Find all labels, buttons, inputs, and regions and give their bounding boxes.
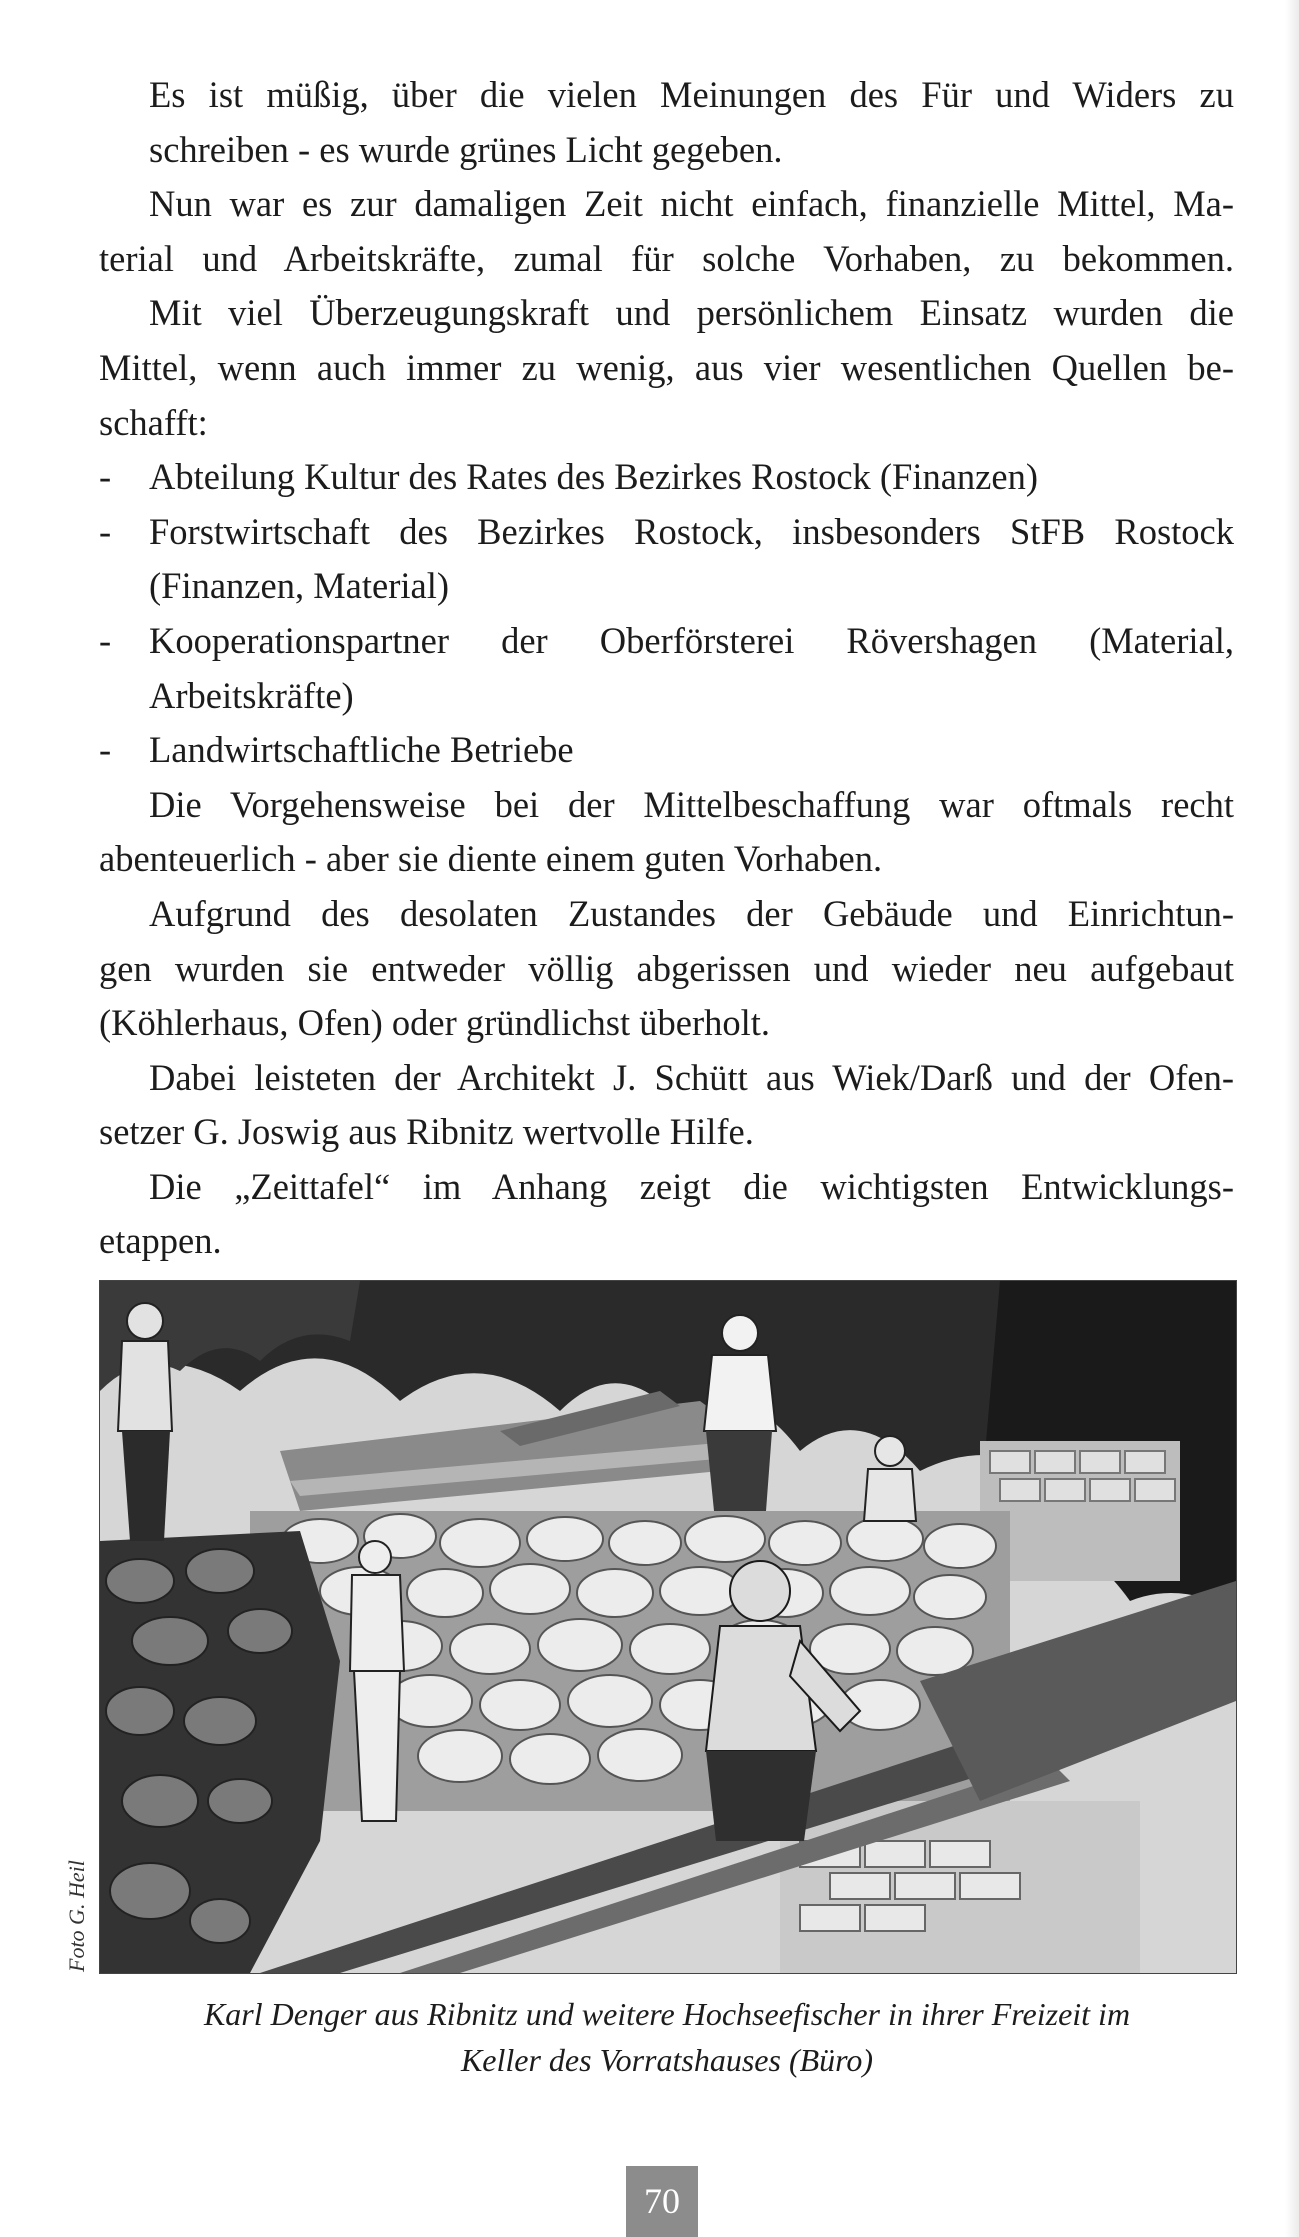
text-line: Mit viel Überzeugungskraft und persönlichem Einsatz wurden die [149, 292, 1234, 334]
text-line: Die Vorgehensweise bei der Mittelbeschaffung war oftmals recht [149, 783, 1234, 825]
text-line: Abteilung Kultur des Rates des Bezirkes Rostock (Finanzen) [149, 456, 1038, 498]
page-edge [1285, 0, 1299, 2237]
list-dash: - [99, 510, 112, 552]
text-line: gen wurden sie entweder völlig abgerissen und wieder neu aufgebaut [99, 947, 1234, 989]
list-dash: - [99, 619, 112, 661]
list-dash: - [99, 456, 112, 498]
text-line: Es ist müßig, über die vielen Meinungen des Für und Widers zu [149, 74, 1234, 115]
text-line: schafft: [99, 401, 208, 443]
funding-sources-list [99, 450, 1234, 778]
text-line: Aufgrund des desolaten Zustandes der Gebäude und Einrichtun- [149, 892, 1234, 934]
paragraph-4 [99, 778, 1234, 887]
text-line: Mittel, wenn auch immer zu wenig, aus vier wesentlichen Quellen be- [99, 346, 1234, 388]
paragraph-7 [99, 1160, 1234, 1269]
photo-caption [99, 1991, 1235, 2083]
body-text [99, 68, 1234, 1269]
text-line: etappen. [99, 1220, 222, 1262]
text-line: Die „Zeittafel“ im Anhang zeigt die wichtigsten Entwicklungs- [149, 1165, 1234, 1207]
caption-line: Karl Denger aus Ribnitz und weitere Hochseefischer in ihrer Freizeit im [203, 1996, 1131, 2032]
list-item [99, 505, 1234, 614]
text-line: Kooperationspartner der Oberförsterei Rövershagen (Material, [149, 619, 1234, 661]
paragraph-5 [99, 887, 1234, 1051]
text-line: Arbeitskräfte) [149, 674, 354, 716]
text-line: (Köhlerhaus, Ofen) oder gründlichst überholt. [99, 1002, 771, 1044]
text-line: terial und Arbeitskräfte, zumal für solche Vorhaben, zu bekommen. [99, 237, 1234, 279]
text-line: (Finanzen, Material) [149, 565, 449, 607]
photo-credit: Foto G. Heil [64, 1860, 89, 1972]
list-dash: - [99, 729, 112, 771]
text-line: abenteuerlich - aber sie diente einem guten Vorhaben. [99, 838, 883, 880]
list-item [99, 450, 1234, 505]
text-line: Nun war es zur damaligen Zeit nicht einfach, finanzielle Mittel, Ma- [149, 183, 1234, 225]
text-line: setzer G. Joswig aus Ribnitz wertvolle Hilfe. [99, 1111, 754, 1153]
text-line: Dabei leisteten der Architekt J. Schütt aus Wiek/Darß und der Ofen- [149, 1056, 1234, 1098]
paragraph-3 [99, 286, 1234, 450]
paragraph-2 [99, 177, 1234, 286]
photo-stone-cellar-construction [99, 1280, 1237, 1974]
caption-line: Keller des Vorratshauses (Büro) [460, 2042, 874, 2078]
paragraph-1 [99, 68, 1234, 177]
page-number: 70 [626, 2166, 698, 2237]
list-item [99, 614, 1234, 723]
list-item [99, 723, 1234, 778]
paragraph-6 [99, 1051, 1234, 1160]
text-line: Forstwirtschaft des Bezirkes Rostock, insbesonders StFB Rostock [149, 510, 1234, 552]
text-line: Landwirtschaftliche Betriebe [149, 729, 574, 771]
text-line: schreiben - es wurde grünes Licht gegeben. [149, 128, 783, 170]
